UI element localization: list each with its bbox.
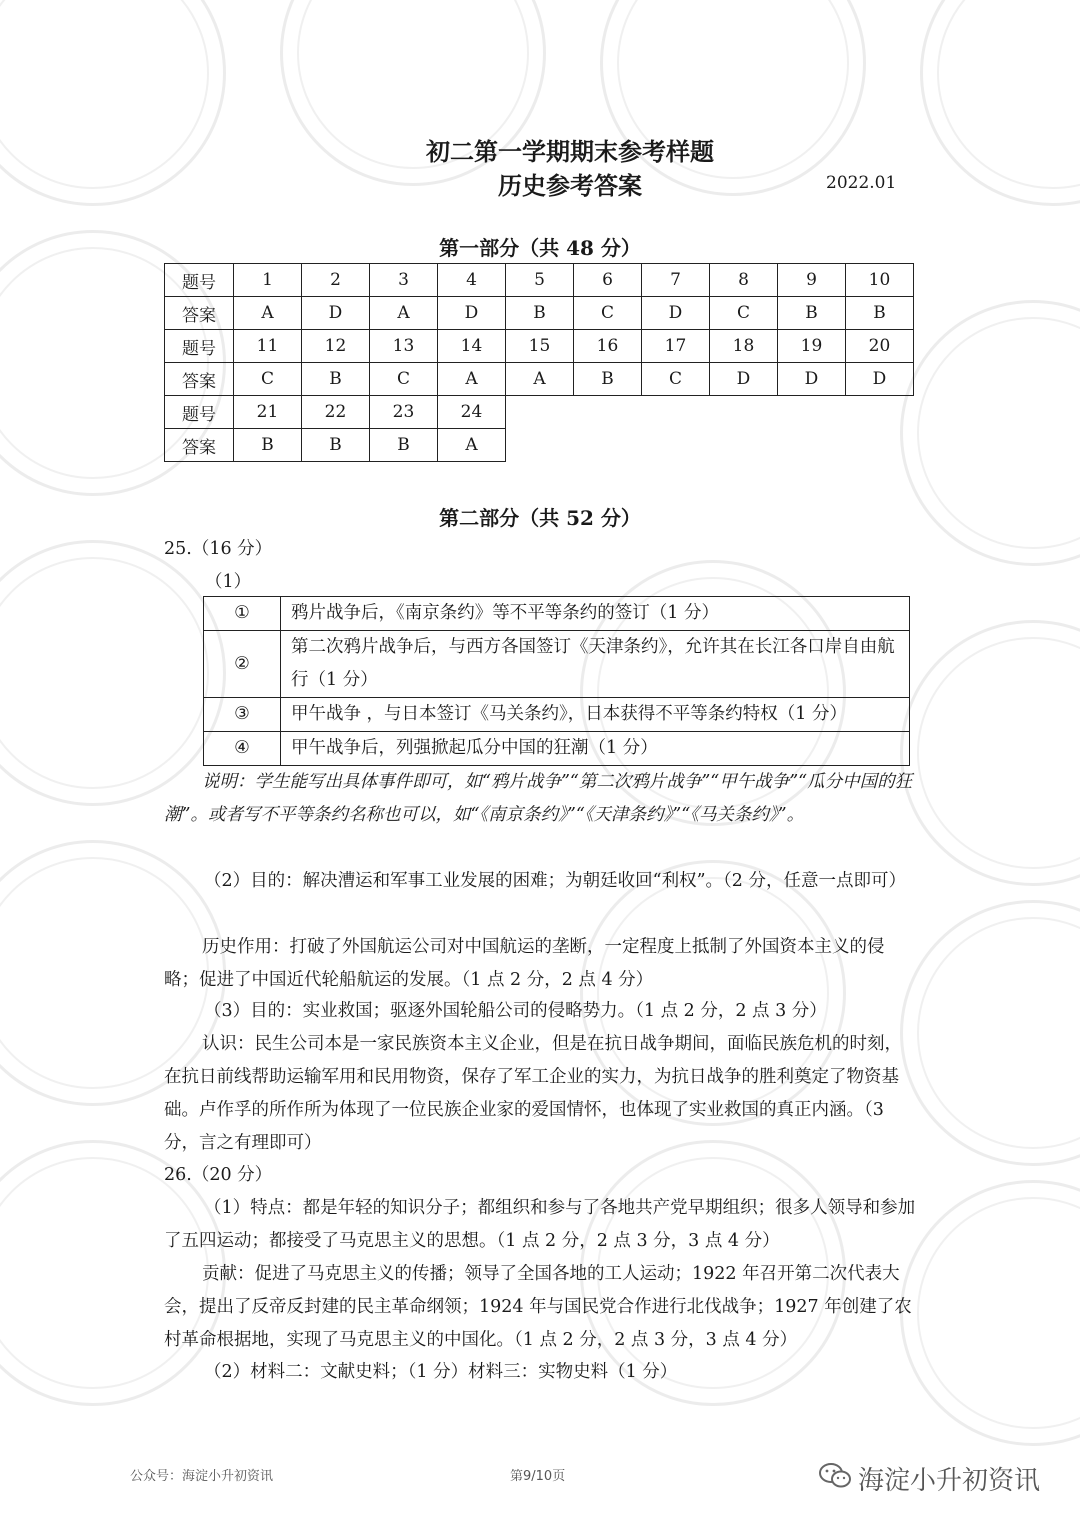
table-row [165,363,914,396]
q26-p2: （2）材料二：文献史料；（1 分）材料三：实物史料（1 分） [204,1362,678,1382]
question-number: 19 [778,330,846,363]
question-number: 18 [710,330,778,363]
q26-title: 26.（20 分） [164,1165,273,1185]
part2-heading: 第二部分（共 52 分） [439,506,641,530]
question-number: 10 [846,264,914,297]
page-number: 第9/10页 [510,1469,566,1484]
answer-cell: B [302,363,370,396]
question-number: 15 [506,330,574,363]
question-number: 23 [370,396,438,429]
table-row [204,698,910,732]
question-number: 12 [302,330,370,363]
table-row [165,264,914,297]
event-number: ② [204,631,281,698]
answer-cell: B [302,429,370,462]
watermark-circle [900,620,1080,886]
question-number: 1 [234,264,302,297]
question-number: 7 [642,264,710,297]
table-row [204,631,910,698]
answer-cell: D [438,297,506,330]
event-text: 第二次鸦片战争后，与西方各国签订《天津条约》，允许其在长江各口岸自由航行（1 分） [281,631,910,698]
table-row [204,732,910,766]
answer-cell: C [370,363,438,396]
answer-cell: C [574,297,642,330]
question-number: 2 [302,264,370,297]
event-text: 甲午战争后，列强掀起瓜分中国的狂潮（1 分） [281,732,910,766]
question-number: 5 [506,264,574,297]
table-row [165,297,914,330]
event-number: ③ [204,698,281,732]
document-title: 初二第一学期期末参考样题 [426,137,714,166]
answer-cell: B [506,297,574,330]
q25-p2-purpose: （2）目的：解决漕运和军事工业发展的困难；为朝廷收回“利权”。（2 分，任意一点即可） [204,871,906,891]
question-number: 9 [778,264,846,297]
answer-cell: D [302,297,370,330]
answer-cell: B [370,429,438,462]
table-row [165,330,914,363]
question-number: 8 [710,264,778,297]
question-number: 3 [370,264,438,297]
answer-cell: B [574,363,642,396]
question-number: 21 [234,396,302,429]
answer-cell: A [438,429,506,462]
q25-p2-role: 历史作用：打破了外国航运公司对中国航运的垄断，一定程度上抵制了外国资本主义的侵略；促进了中国近代轮船航运的发展。（1 点 2 分，2 点 4 分） [164,937,885,990]
answer-cell: B [846,297,914,330]
question-label: 题号 [165,264,234,297]
answer-cell: D [846,363,914,396]
event-text: 甲午战争 ，与日本签订《马关条约》，日本获得不平等条约特权（1 分） [281,698,910,732]
q25-p3-view: 认识：民生公司本是一家民族资本主义企业，但是在抗日战争期间，面临民族危机的时刻，在抗日前线帮助运输军用和民用物资，保存了军工企业的实力，为抗日战争的胜利奠定了物资基础。卢作孚的所作所为体现了一位民族企业家的爱国情怀，也体现了实业救国的真正内涵。（3 分，言之有理即可） [164,1034,902,1153]
question-number: 17 [642,330,710,363]
question-number: 22 [302,396,370,429]
event-text: 鸦片战争后，《南京条约》等不平等条约的签订（1 分） [281,597,910,631]
q25-p3-purpose: （3）目的：实业救国；驱逐外国轮船公司的侵略势力。（1 点 2 分，2 点 3 分） [204,1001,827,1021]
answer-cell: A [438,363,506,396]
answer-cell: B [234,429,302,462]
answer-cell: C [710,297,778,330]
part1-heading: 第一部分（共 48 分） [439,236,641,260]
q25-title: 25.（16 分） [164,539,273,559]
q26-p1-contrib: 贡献：促进了马克思主义的传播；领导了全国各地的工人运动；1922 年召开第二次代表大会，提出了反帝反封建的民主革命纲领；1924 年与国民党合作进行北伐战争；1927 年创建了农村革命根据地，实现了马克思主义的中国化。（1 点 2 分，2 点 3 分，3 点 4 分） [164,1264,912,1350]
table-row [165,396,914,429]
question-number: 6 [574,264,642,297]
answer-cell: B [778,297,846,330]
empty-area [506,396,914,429]
answer-cell: C [642,363,710,396]
answer-cell: D [778,363,846,396]
document-subtitle: 历史参考答案 [498,171,642,200]
answer-cell: A [234,297,302,330]
event-table [203,596,910,766]
footer-account: 公众号：海淀小升初资讯 [130,1469,274,1484]
answer-cell: A [506,363,574,396]
question-number: 16 [574,330,642,363]
answer-label: 答案 [165,363,234,396]
table-row [204,597,910,631]
question-number: 14 [438,330,506,363]
answer-cell: D [642,297,710,330]
brand-name: 海淀小升初资讯 [858,1466,1041,1496]
answer-table [164,263,914,462]
empty-area [506,429,914,462]
question-label: 题号 [165,330,234,363]
wechat-icon [818,1462,852,1490]
document-date: 2022.01 [826,173,897,193]
answer-cell: A [370,297,438,330]
event-number: ④ [204,732,281,766]
question-label: 题号 [165,396,234,429]
answer-cell: C [234,363,302,396]
table-row [165,429,914,462]
question-number: 4 [438,264,506,297]
question-number: 13 [370,330,438,363]
answer-label: 答案 [165,297,234,330]
event-number: ① [204,597,281,631]
question-number: 11 [234,330,302,363]
question-number: 20 [846,330,914,363]
q26-p1-traits: （1）特点：都是年轻的知识分子；都组织和参与了各地共产党早期组织；很多人领导和参加了五四运动；都接受了马克思主义的思想。（1 点 2 分，2 点 3 分，3 点 4 分） [164,1198,916,1251]
answer-cell: D [710,363,778,396]
q25-note: 说明：学生能写出具体事件即可，如“鸦片战争”“第二次鸦片战争”“甲午战争”“瓜分中国的狂潮”。或者写不平等条约名称也可以，如“《南京条约》”“《天津条约》”“《马关条约》”。 [164,772,913,825]
watermark-circle [900,900,1080,1166]
watermark-circle [900,1180,1080,1446]
question-number: 24 [438,396,506,429]
q25-sub1: （1） [205,572,252,592]
answer-label: 答案 [165,429,234,462]
